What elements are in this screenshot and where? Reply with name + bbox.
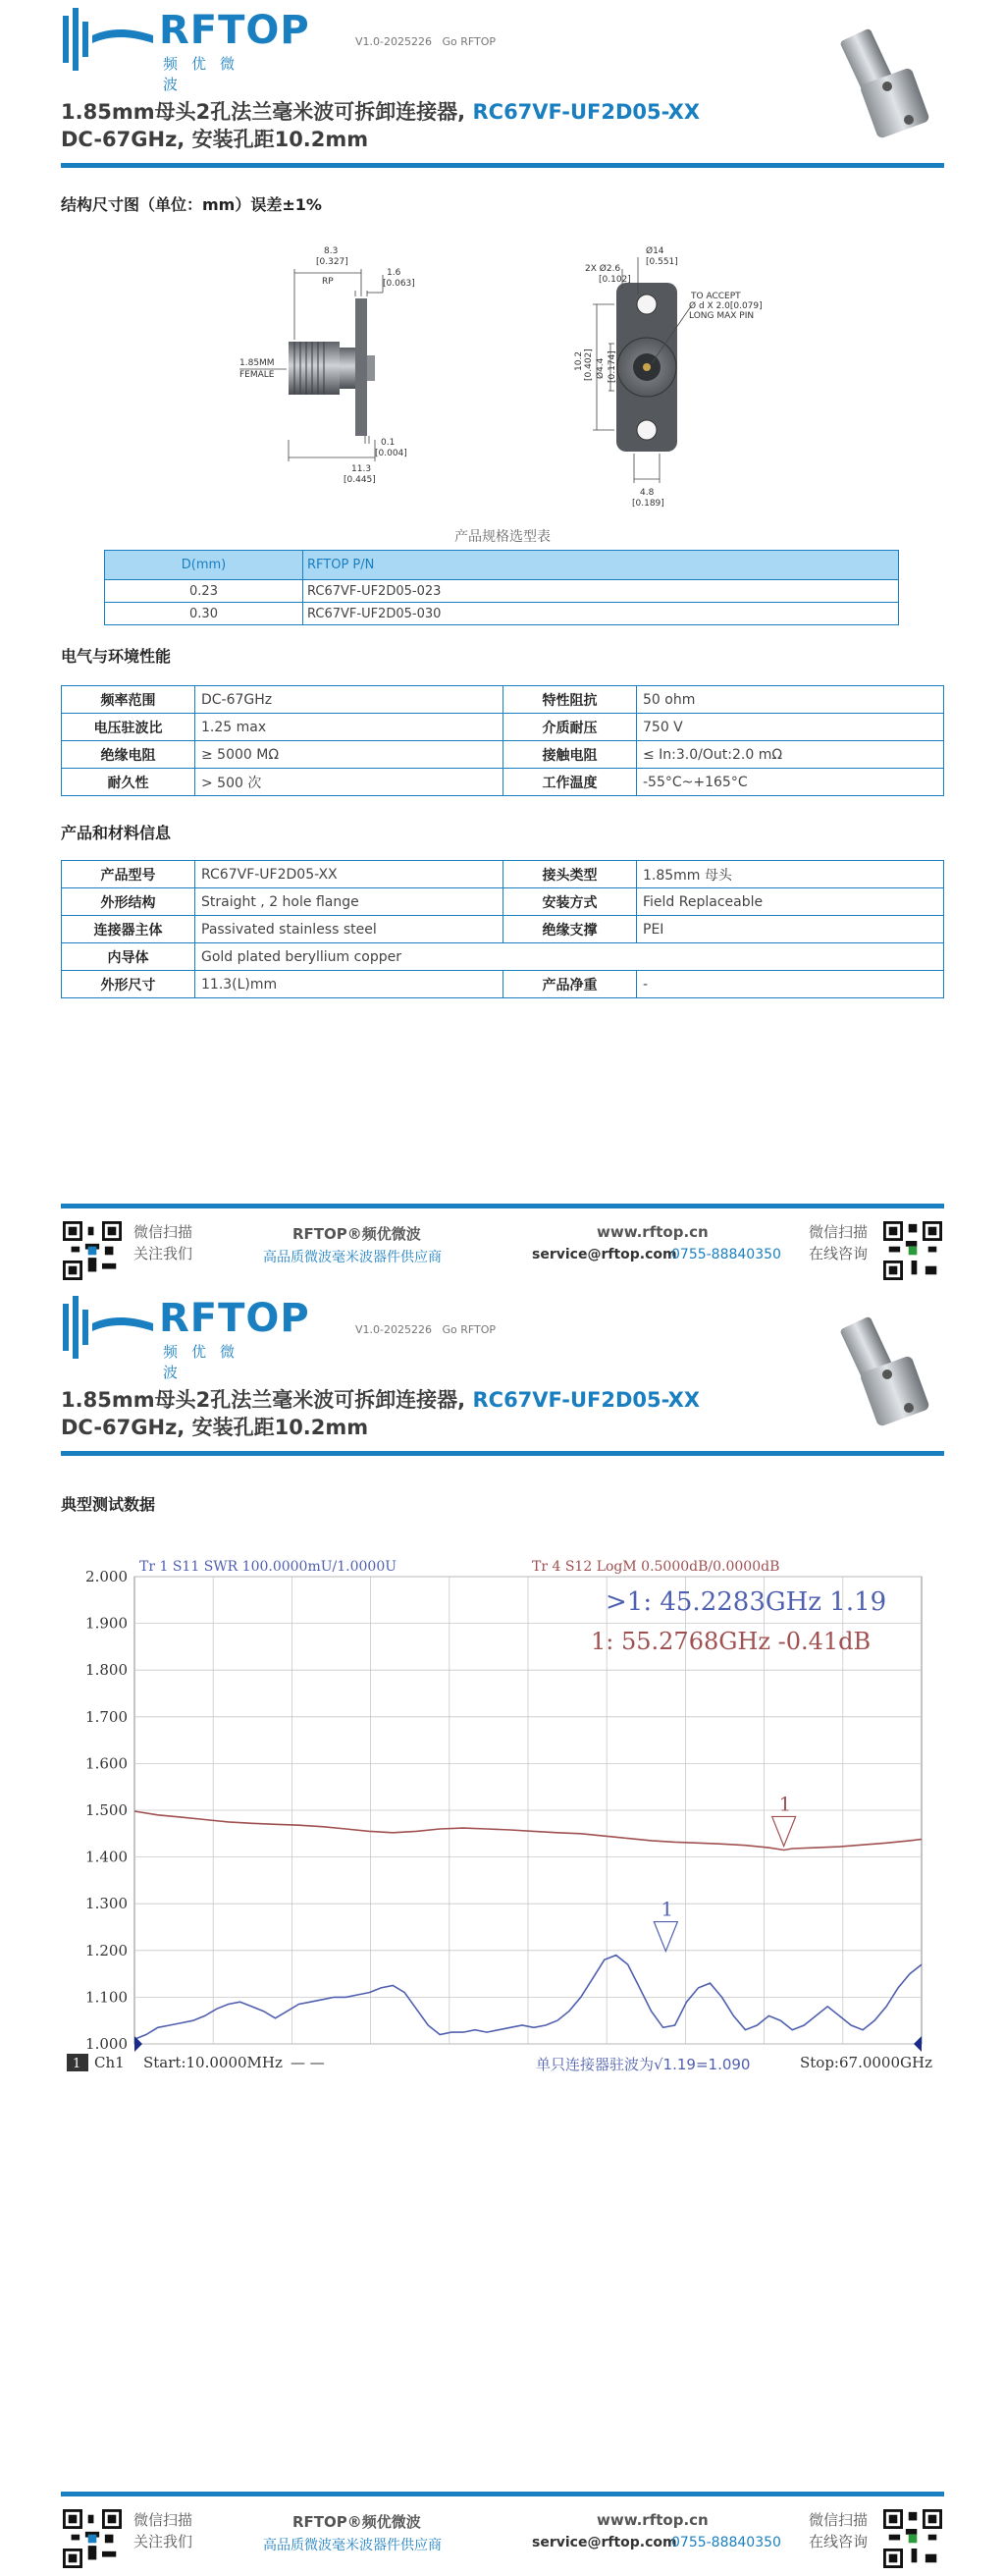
rftop-logo <box>61 6 310 93</box>
product-photo <box>830 1314 936 1427</box>
spec-key: 接触电阻 <box>503 741 637 769</box>
table-header-row <box>105 551 899 580</box>
spec-value: 50 ohm <box>637 686 944 714</box>
spec-key: 连接器主体 <box>62 916 195 943</box>
spec-value: Field Replaceable <box>637 888 944 916</box>
table-row <box>62 686 944 714</box>
dim-d2-6-in: [0.102] <box>599 275 631 285</box>
footer-website[interactable]: www.rftop.cn <box>597 2511 709 2529</box>
channel-label: Ch1 <box>94 2054 125 2071</box>
y-tick-label: 1.000 <box>85 2035 128 2053</box>
spec-value: - <box>637 971 944 998</box>
footer-rule <box>61 1204 944 1208</box>
spec-key: 绝缘电阻 <box>62 741 195 769</box>
dim-4-8: 4.8 <box>640 488 655 498</box>
dim-d2-6: 2X Ø2.6 <box>585 264 621 274</box>
spec-key: 耐久性 <box>62 769 195 796</box>
dim-rp: RP <box>322 277 334 287</box>
spec-value: DC-67GHz <box>195 686 503 714</box>
spec-value: > 500 次 <box>195 769 503 796</box>
electrical-table <box>61 685 944 796</box>
spec-value: 750 V <box>637 714 944 741</box>
spec-value: -55°C~+165°C <box>637 769 944 796</box>
brand-name: RFTOP <box>159 8 310 53</box>
selection-table <box>104 550 899 625</box>
y-tick-label: 1.400 <box>85 1848 128 1866</box>
table-row <box>62 741 944 769</box>
cell-pn: RC67VF-UF2D05-030 <box>303 603 899 625</box>
footer <box>61 1217 944 1282</box>
marker-label: 1 <box>661 1897 674 1921</box>
start-dash: — — <box>291 2054 325 2071</box>
dim-0-1-in: [0.004] <box>375 449 407 458</box>
spec-value: RC67VF-UF2D05-XX <box>195 861 503 888</box>
dim-10-2-in: [0.402] <box>584 349 594 381</box>
materials-table <box>61 860 944 998</box>
table-row <box>62 916 944 943</box>
dim-4-8-in: [0.189] <box>632 499 664 509</box>
y-tick-label: 1.300 <box>85 1895 128 1913</box>
qr-code-icon <box>63 1221 122 1280</box>
spec-key: 产品型号 <box>62 861 195 888</box>
footer-email[interactable]: service@rftop.com <box>532 1247 677 1262</box>
spec-key: 内导体 <box>62 943 195 971</box>
spec-value: ≥ 5000 MΩ <box>195 741 503 769</box>
qr-code-icon <box>63 2509 122 2568</box>
footer-phone: 0755-88840350 <box>671 1247 781 1262</box>
spec-value: 11.3(L)mm <box>195 971 503 998</box>
page-subtitle: DC-67GHz, 安装孔距10.2mm <box>61 128 369 151</box>
section-electrical: 电气与环境性能 <box>61 647 172 666</box>
y-tick-label: 1.500 <box>85 1801 128 1819</box>
dim-1-6-in: [0.063] <box>383 279 415 289</box>
spec-value: 1.25 max <box>195 714 503 741</box>
brand-sub: 频优微波 <box>163 55 249 93</box>
spec-key: 频率范围 <box>62 686 195 714</box>
footer-phone: 0755-88840350 <box>671 2535 781 2550</box>
logo-bars-icon <box>61 1296 155 1359</box>
spec-value: Straight , 2 hole flange <box>195 888 503 916</box>
dim-8-3: 8.3 <box>324 246 339 256</box>
table-row <box>62 861 944 888</box>
footer-slogan: 高品质微波毫米波器件供应商 <box>263 2538 442 2553</box>
spec-value: 1.85mm 母头 <box>637 861 944 888</box>
spec-key: 介质耐压 <box>503 714 637 741</box>
y-tick-label: 2.000 <box>85 1568 128 1585</box>
spec-key: 工作温度 <box>503 769 637 796</box>
spec-key: 电压驻波比 <box>62 714 195 741</box>
header-rule <box>61 163 944 168</box>
dim-1-6: 1.6 <box>387 268 401 278</box>
dimension-drawing <box>226 234 785 518</box>
col-pn: RFTOP P/N <box>303 551 899 580</box>
label-long-max-pin: LONG MAX PIN <box>689 311 755 321</box>
spec-value: PEI <box>637 916 944 943</box>
y-tick-label: 1.800 <box>85 1661 128 1680</box>
spec-value: Gold plated beryllium copper <box>195 943 944 971</box>
spec-key: 外形尺寸 <box>62 971 195 998</box>
channel-number: 1 <box>73 2057 81 2071</box>
dim-d14: Ø14 <box>646 246 664 256</box>
footer-rule <box>61 2492 944 2496</box>
table-row <box>62 943 944 971</box>
product-photo <box>830 26 936 139</box>
footer-website[interactable]: www.rftop.cn <box>597 1223 709 1241</box>
vna-chart <box>61 1545 944 2095</box>
dim-11-3-in: [0.445] <box>344 475 376 485</box>
spec-key: 产品净重 <box>503 971 637 998</box>
spec-key: 接头类型 <box>503 861 637 888</box>
page-title: 1.85mm母头2孔法兰毫米波可拆卸连接器, RC67VF-UF2D05-XX <box>61 100 701 124</box>
y-tick-label: 1.700 <box>85 1707 128 1726</box>
footer-consult: 微信扫描 在线咨询 <box>809 2511 869 2550</box>
brand-name: RFTOP <box>159 1296 310 1341</box>
dim-0-1: 0.1 <box>381 438 396 448</box>
footer-brand: RFTOP®频优微波 <box>292 2513 421 2531</box>
spec-key: 绝缘支撑 <box>503 916 637 943</box>
y-tick-label: 1.900 <box>85 1614 128 1633</box>
marker2-readout: 1: 55.2768GHz -0.41dB <box>591 1628 872 1655</box>
label-female: FEMALE <box>239 370 275 380</box>
stop-frequency: Stop:67.0000GHz <box>800 2054 932 2071</box>
dim-10-2: 10.2 <box>574 350 584 371</box>
label-pin-spec: Ø d X 2.0[0.079] <box>689 301 763 311</box>
dim-8-3-in: [0.327] <box>316 257 348 267</box>
section-test-data: 典型测试数据 <box>61 1495 156 1514</box>
footer-slogan: 高品质微波毫米波器件供应商 <box>263 1250 442 1265</box>
table-row <box>62 971 944 998</box>
trace2-label: Tr 4 S12 LogM 0.5000dB/0.0000dB <box>532 1559 780 1575</box>
label-1-85mm: 1.85MM <box>239 358 275 368</box>
table-row <box>62 714 944 741</box>
dim-11-3: 11.3 <box>351 464 372 474</box>
spec-key: 特性阻抗 <box>503 686 637 714</box>
qr-code-icon <box>883 2509 942 2568</box>
page-subtitle: DC-67GHz, 安装孔距10.2mm <box>61 1416 369 1439</box>
footer-email[interactable]: service@rftop.com <box>532 2535 677 2550</box>
section-materials: 产品和材料信息 <box>61 824 172 842</box>
selection-caption: 产品规格选型表 <box>454 529 551 545</box>
table-row <box>105 603 899 625</box>
footer-consult: 微信扫描 在线咨询 <box>809 1223 869 1262</box>
footer-scan: 微信扫描 关注我们 <box>133 1223 193 1262</box>
spec-value: Passivated stainless steel <box>195 916 503 943</box>
y-tick-label: 1.100 <box>85 1988 128 2007</box>
cell-d: 0.23 <box>105 580 303 603</box>
dim-d4-4-in: [0.174] <box>608 350 617 383</box>
version: V1.0-2025226 Go RFTOP <box>355 35 497 48</box>
logo-bars-icon <box>61 8 155 71</box>
cell-pn: RC67VF-UF2D05-023 <box>303 580 899 603</box>
marker1-readout: >1: 45.2283GHz 1.19 <box>606 1587 887 1617</box>
brand-sub: 频优微波 <box>163 1343 249 1381</box>
page-title: 1.85mm母头2孔法兰毫米波可拆卸连接器, RC67VF-UF2D05-XX <box>61 1388 701 1412</box>
rftop-logo <box>61 1294 310 1381</box>
section-dimensions: 结构尺寸图（单位：mm）误差±1% <box>61 195 322 214</box>
qr-code-icon <box>883 1221 942 1280</box>
col-d: D(mm) <box>105 551 303 580</box>
footer <box>61 2505 944 2570</box>
table-row <box>62 888 944 916</box>
marker-label: 1 <box>778 1792 792 1816</box>
cell-d: 0.30 <box>105 603 303 625</box>
label-to-accept: TO ACCEPT <box>691 292 741 301</box>
header-rule <box>61 1451 944 1456</box>
chart-note: 单只连接器驻波为√1.19=1.090 <box>536 2056 751 2073</box>
table-row <box>105 580 899 603</box>
dim-d4-4: Ø4.4 <box>596 357 606 379</box>
table-row <box>62 769 944 796</box>
spec-value: ≤ In:3.0/Out:2.0 mΩ <box>637 741 944 769</box>
y-tick-label: 1.200 <box>85 1941 128 1959</box>
spec-key: 安装方式 <box>503 888 637 916</box>
y-tick-label: 1.600 <box>85 1754 128 1773</box>
spec-key: 外形结构 <box>62 888 195 916</box>
footer-scan: 微信扫描 关注我们 <box>133 2511 193 2550</box>
footer-brand: RFTOP®频优微波 <box>292 1225 421 1243</box>
version: V1.0-2025226 Go RFTOP <box>355 1323 497 1336</box>
page-2 <box>0 1288 1005 2576</box>
start-frequency: Start:10.0000MHz <box>143 2054 283 2071</box>
trace1-label: Tr 1 S11 SWR 100.0000mU/1.0000U <box>139 1559 397 1575</box>
dim-d14-in: [0.551] <box>646 257 678 267</box>
